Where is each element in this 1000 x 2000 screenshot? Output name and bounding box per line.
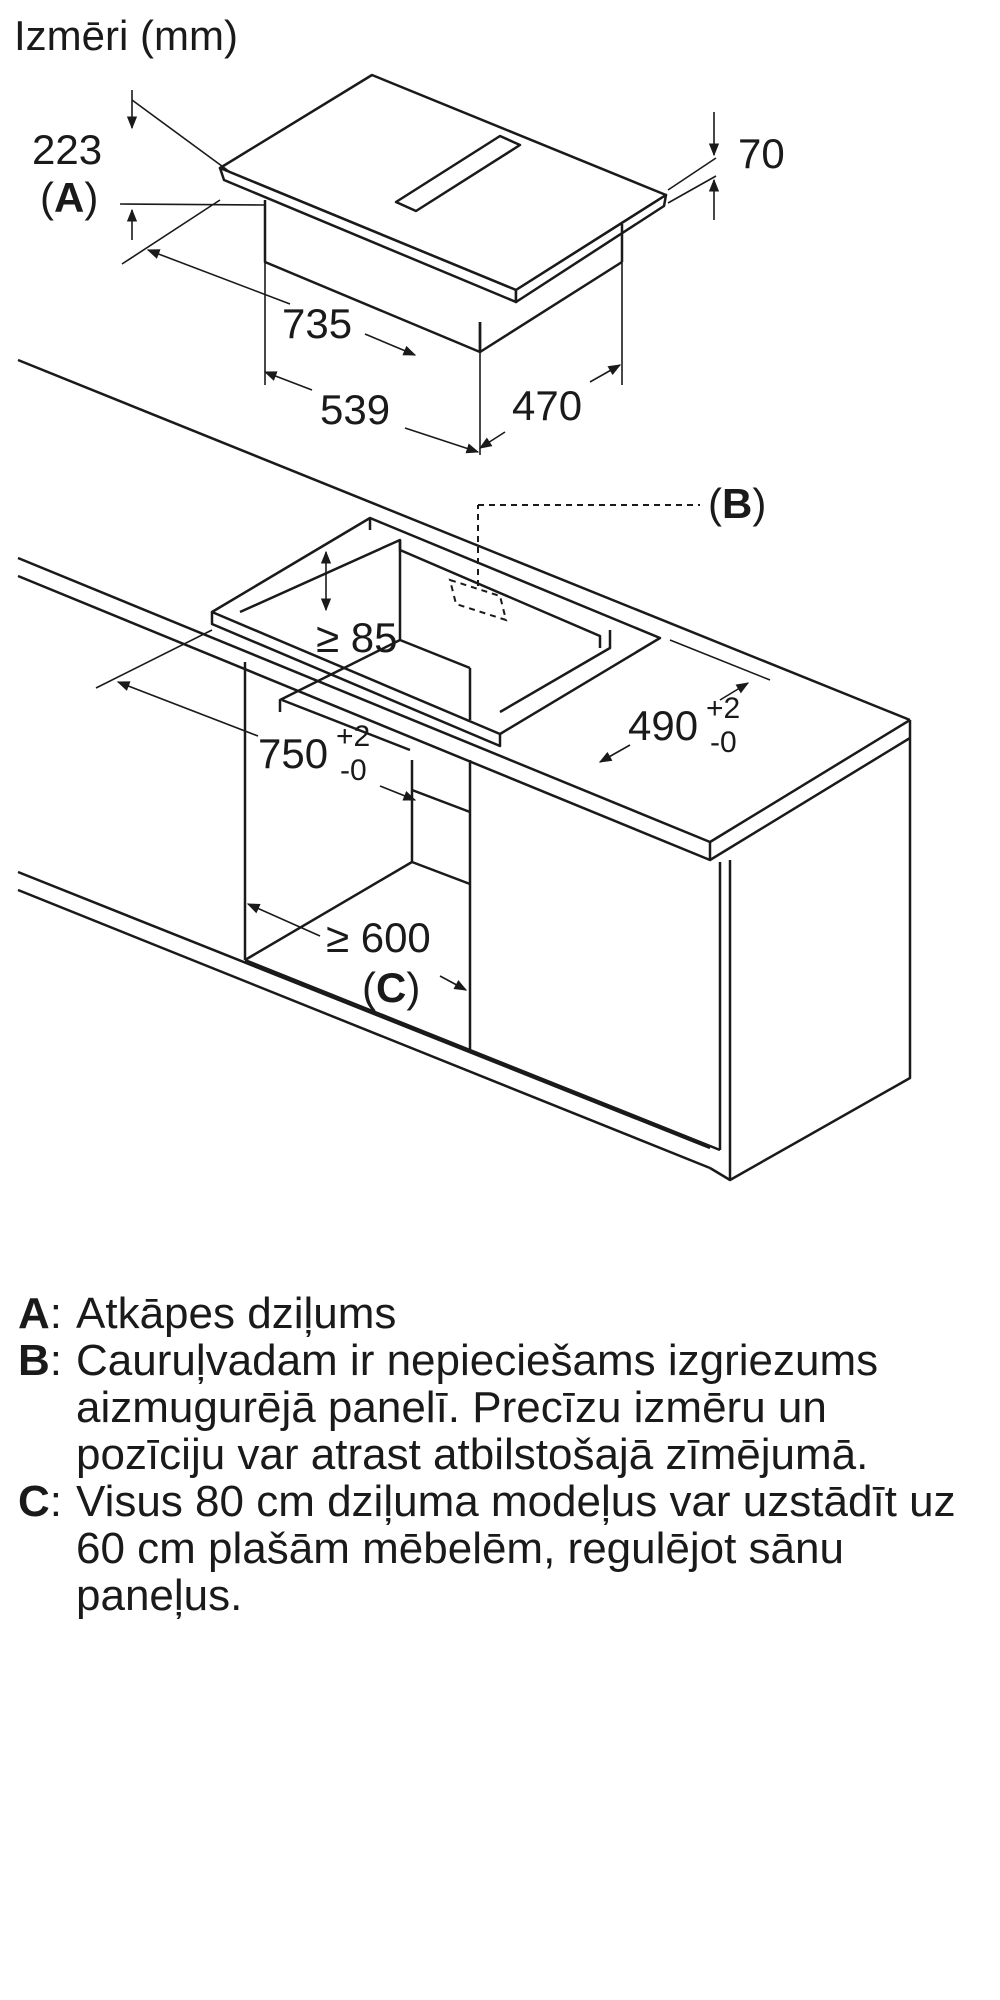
- legend: [18, 1290, 978, 1619]
- legend-text: Visus 80 cm dziļuma modeļus var uzstādīt uz 60 cm plašām mēbelēm, regulējot sānu paneļus.: [76, 1477, 956, 1620]
- dim-cabinet-width: ≥ 600: [326, 914, 431, 961]
- legend-colon: :: [49, 1289, 63, 1338]
- legend-key: A: [18, 1289, 50, 1338]
- legend-colon: :: [49, 1336, 63, 1385]
- diagram-title: Izmēri (mm): [14, 12, 238, 59]
- legend-text: Cauruļvadam ir nepieciešams izgriezums aizmugurējā panelī. Precīzu izmēru un pozīciju var atrast atbilstošajā zīmējumā.: [76, 1336, 879, 1479]
- worktop-cabinet: [18, 360, 910, 1180]
- legend-key: B: [18, 1336, 50, 1385]
- cabinet-right-side: [730, 738, 910, 1180]
- dim-cutout-width-tol-plus: +2: [336, 720, 371, 753]
- dim-cutout-width-tol-minus: -0: [340, 754, 367, 787]
- dim-cutout-depth-tol-plus: +2: [706, 692, 741, 725]
- legend-text: Atkāpes dziļums: [76, 1289, 397, 1338]
- dim-cutout-depth: 490: [628, 702, 699, 749]
- dim-hob-thickness: 70: [738, 130, 785, 177]
- dim-cutout-depth-tol-minus: -0: [710, 726, 737, 759]
- worktop-cutout: [212, 518, 660, 750]
- cabinet-front: [470, 760, 720, 1150]
- label-c: (C): [362, 964, 421, 1011]
- dim-body-width: 539: [320, 386, 391, 433]
- legend-item-c: [18, 1478, 978, 1619]
- legend-item-a: [18, 1290, 978, 1337]
- label-a: (A): [40, 174, 99, 221]
- dim-hob-depth-top: 223: [32, 126, 103, 173]
- dim-body-depth: 470: [512, 382, 583, 429]
- legend-key: C: [18, 1477, 50, 1526]
- legend-item-b: [18, 1337, 978, 1478]
- dim-min-height: ≥ 85: [316, 614, 398, 661]
- dim-hob-width: 735: [282, 300, 353, 347]
- legend-colon: :: [49, 1477, 63, 1526]
- dim-cutout-width: 750: [258, 730, 329, 777]
- label-b: (B): [708, 480, 767, 527]
